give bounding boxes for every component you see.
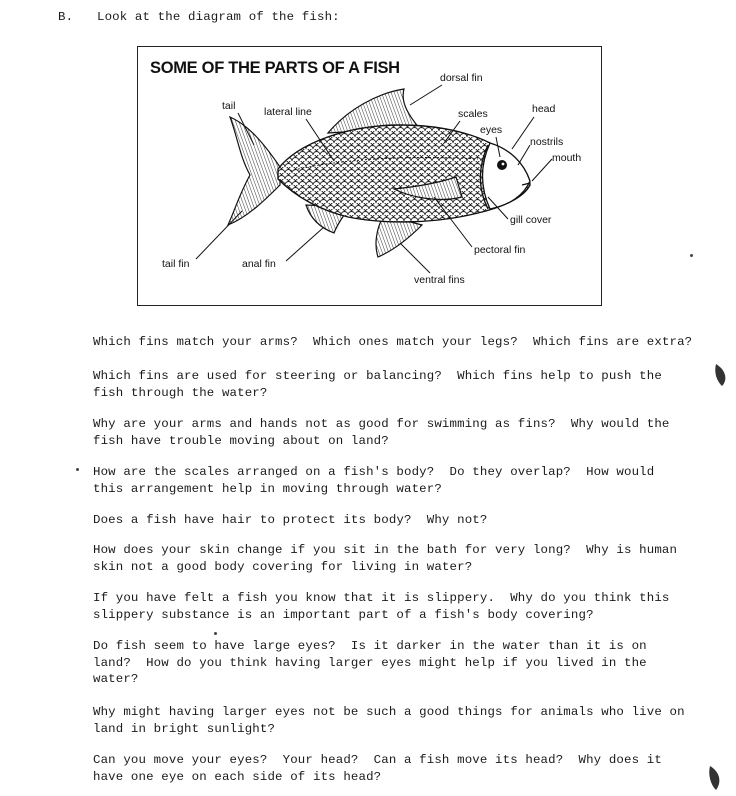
instruction-text: Look at the diagram of the fish: — [97, 10, 340, 24]
question-line: fish through the water? — [93, 385, 268, 400]
question-line: fish have trouble moving about on land? — [93, 433, 389, 448]
question-line: water? — [93, 672, 139, 686]
question-line: Which fins are used for steering or balancing? Which fins help to push the — [93, 369, 662, 383]
question-line: Which fins match your arms? Which ones match your legs? Which fins are extra? — [93, 335, 693, 349]
svg-text:nostrils: nostrils — [530, 136, 564, 148]
fish-illustration — [138, 47, 603, 307]
diagram-title: SOME OF THE PARTS OF A FISH — [150, 59, 400, 77]
leaf-mark-icon — [706, 764, 724, 792]
question-line: Does a fish have hair to protect its body? Why not? — [93, 513, 488, 527]
svg-text:lateral line: lateral line — [264, 106, 312, 118]
question-line: land? How do you think having larger eyes might help if you lived in the — [93, 655, 647, 670]
question-line: have one eye on each side of its head? — [93, 769, 382, 784]
label-dorsal-fin — [410, 72, 483, 105]
svg-text:ventral fins: ventral fins — [414, 274, 465, 286]
svg-text:anal fin: anal fin — [242, 258, 276, 270]
svg-text:scales: scales — [458, 108, 488, 120]
question-line: If you have felt a fish you know that it is slippery. Why do you think this — [93, 591, 670, 605]
question-line: Do fish seem to have large eyes? Is it darker in the water than it is on — [93, 639, 647, 653]
label-mouth — [532, 152, 581, 181]
question-line: Why might having larger eyes not be such a good things for animals who live on — [93, 705, 685, 719]
label-anal-fin — [242, 227, 324, 270]
question-line: land in bright sunlight? — [93, 721, 276, 736]
question-line: this arrangement help in moving through water? — [93, 481, 442, 496]
question-line: Why are your arms and hands not as good for swimming as fins? Why would the — [93, 417, 670, 431]
eye-shape — [497, 160, 507, 170]
question-line: How does your skin change if you sit in the bath for very long? Why is human — [93, 543, 678, 557]
speck-mark — [214, 632, 217, 635]
question-line: slippery substance is an important part of a fish's body covering? — [93, 607, 594, 622]
question-line: skin not a good body covering for living in water? — [93, 559, 473, 574]
svg-text:dorsal fin: dorsal fin — [440, 72, 483, 84]
svg-text:head: head — [532, 103, 556, 115]
label-ventral-fins — [400, 243, 465, 286]
svg-text:pectoral fin: pectoral fin — [474, 244, 526, 256]
svg-text:tail: tail — [222, 100, 236, 112]
section-label: B. — [58, 10, 74, 24]
svg-text:mouth: mouth — [552, 152, 582, 164]
speck-mark — [76, 468, 79, 471]
svg-text:eyes: eyes — [480, 124, 503, 136]
tail-fin-shape — [228, 117, 280, 225]
svg-text:gill cover: gill cover — [510, 214, 552, 226]
question-line: How are the scales arranged on a fish's body? Do they overlap? How would — [93, 465, 655, 479]
worksheet-heading — [0, 6, 736, 26]
fish-diagram — [137, 46, 602, 306]
leaf-mark-icon — [712, 362, 730, 388]
speck-mark — [690, 254, 693, 257]
question-line: Can you move your eyes? Your head? Can a fish move its head? Why does it — [93, 753, 662, 767]
svg-text:tail fin: tail fin — [162, 258, 190, 270]
